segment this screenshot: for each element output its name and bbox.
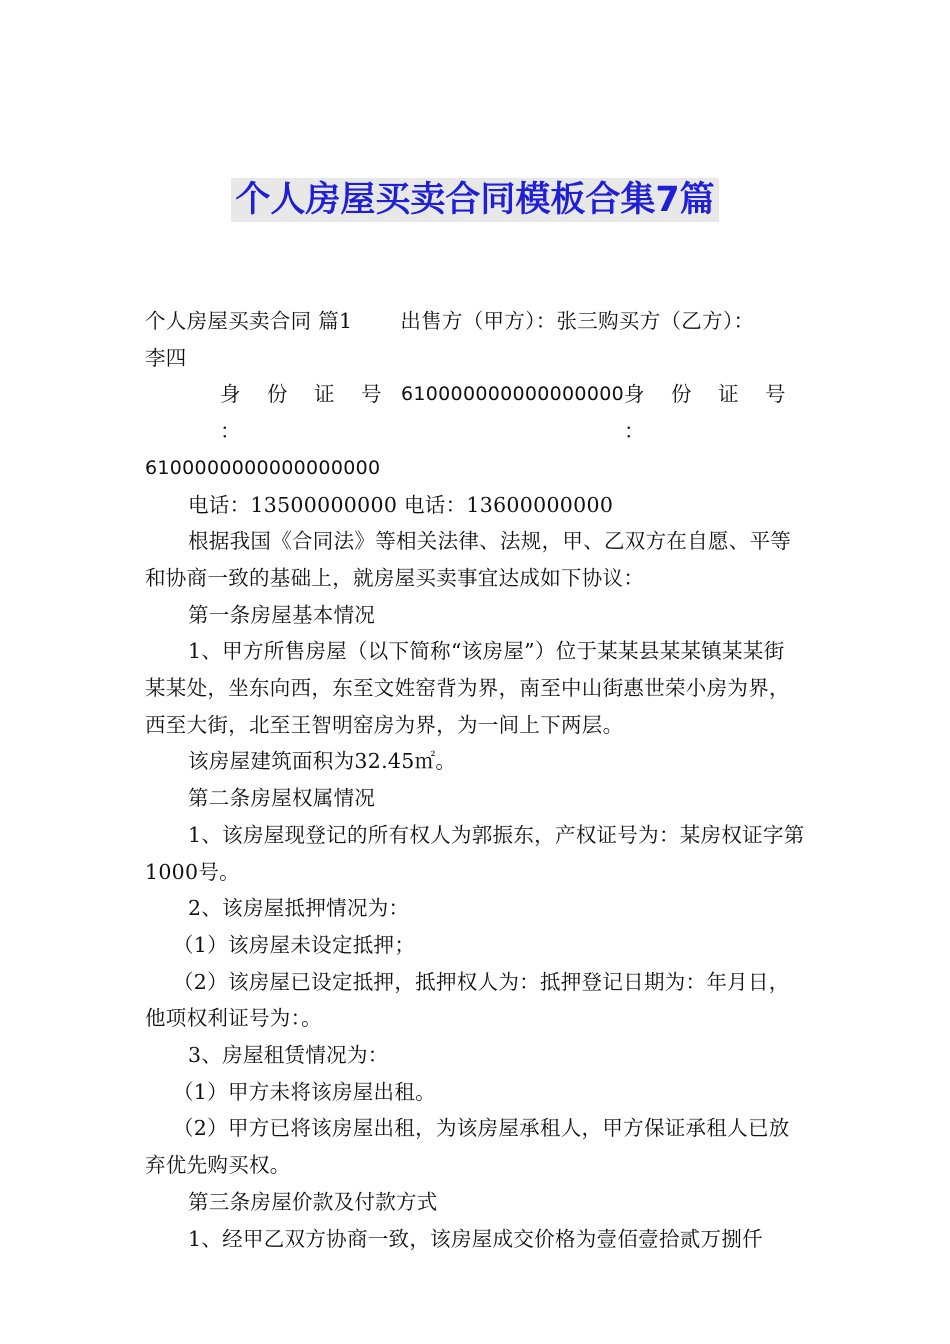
seller-buyer-line [145, 303, 805, 340]
document-body [145, 303, 805, 1257]
phone-line: 电话：13500000000 电话：13600000000 [188, 492, 614, 517]
buyer-name: 李四 [145, 345, 187, 370]
title-block [0, 178, 950, 222]
article-2-item-2: 2、该房屋抵押情况为： [188, 896, 410, 921]
basis-paragraph: 根据我国《合同法》等相关法律、法规，甲、乙双方在自愿、平等和协商一致的基础上，就房屋买卖事宜达成如下协议： [145, 529, 792, 590]
article-1-heading: 第一条房屋基本情况 [188, 602, 376, 627]
document-title: 个人房屋买卖合同模板合集7篇 [231, 178, 718, 222]
id-label-1: 身 份 证 号 ： [220, 382, 392, 444]
article-2-item-3b: （2）甲方已将该房屋出租，为该房屋承租人，甲方保证承租人已放弃优先购买权。 [145, 1116, 790, 1178]
article-2-item-3a: （1）甲方未将该房屋出租。 [173, 1079, 436, 1104]
id-label-2: 身 份 证 号 ： [624, 382, 796, 444]
article-2-heading: 第二条房屋权属情况 [188, 786, 376, 811]
article-2-item-2a: （1）该房屋未设定抵押； [173, 932, 416, 957]
id-value-1: 610000000000000000 [401, 383, 624, 406]
article-1-area: 该房屋建筑面积为32.45㎡。 [188, 749, 457, 774]
id-value-2: 6100000000000000000 [145, 456, 381, 479]
article-3-heading: 第三条房屋价款及付款方式 [188, 1189, 438, 1214]
article-3-item-1: 1、经甲乙双方协商一致，该房屋成交价格为壹佰壹拾贰万捌仟 [188, 1226, 763, 1251]
contract-heading: 个人房屋买卖合同 篇1 [145, 309, 353, 333]
article-2-item-1: 1、该房屋现登记的所有权人为郭振东，产权证号为：某房权证字第1000号。 [145, 822, 805, 884]
parties-text: 出售方（甲方）：张三购买方（乙方）： [400, 309, 755, 333]
article-1-item-1: 1、甲方所售房屋（以下简称“该房屋”）位于某某县某某镇某某街某某处，坐东向西，东至文姓窑背为界，南至中山街惠世荣小房为界，西至大街，北至王智明窑房为界，为一间上下两层。 [145, 639, 790, 737]
article-2-item-3: 3、房屋租赁情况为： [188, 1043, 389, 1068]
id-line [145, 376, 805, 449]
article-2-item-2b: （2）该房屋已设定抵押，抵押权人为：抵押登记日期为：年月日，他项权利证号为：。 [145, 969, 790, 1031]
